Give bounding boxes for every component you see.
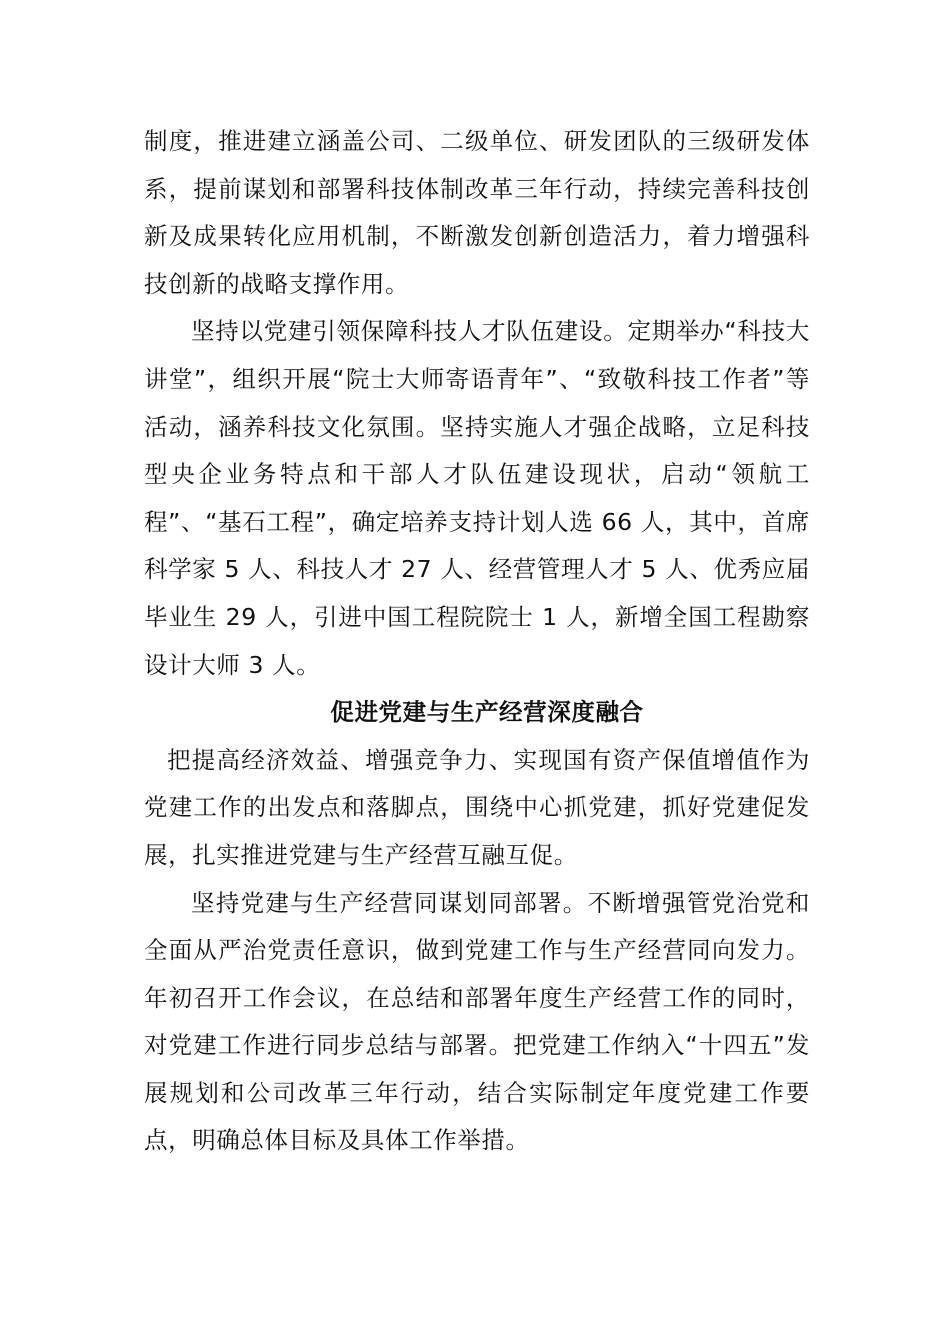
paragraph-continued: 制度，推进建立涵盖公司、二级单位、研发团队的三级研发体系，提前谋划和部署科技体制改革三年行动，持续完善科技创新及成果转化应用机制，不断激发创新创造活力，着力增强科技创新的战略支撑作用。	[144, 127, 810, 298]
paragraph-talent-team: 坚持以党建引领保障科技人才队伍建设。定期举办“科技大讲堂”，组织开展“院士大师寄语青年”、“致敬科技工作者”等活动，涵养科技文化氛围。坚持实施人才强企战略，立足科技型央企业务特点和干部人才队伍建设现状，启动“领航工程”、“基石工程”，确定培养支持计划人选 66 人，其中，首席科学家 5 人、科技人才 27 人、经营管理人才 5 人、优秀应届毕业生 29 人，引进中国工程院院士 1 人，新增全国工程勘察设计大师 3 人。	[144, 317, 810, 679]
section-heading: 促进党建与生产经营深度融合	[330, 698, 644, 727]
paragraph-planning: 坚持党建与生产经营同谋划同部署。不断增强管党治党和全面从严治党责任意识，做到党建工作与生产经营同向发力。年初召开工作会议，在总结和部署年度生产经营工作的同时，对党建工作进行同步总结与部署。把党建工作纳入“十四五”发展规划和公司改革三年行动，结合实际制定年度党建工作要点，明确总体目标及具体工作举措。	[144, 888, 810, 1155]
document-body	[144, 118, 810, 1165]
paragraph-section-intro: 把提高经济效益、增强竞争力、实现国有资产保值增值作为党建工作的出发点和落脚点，围绕中心抓党建，抓好党建促发展，扎实推进党建与生产经营互融互促。	[144, 745, 810, 869]
